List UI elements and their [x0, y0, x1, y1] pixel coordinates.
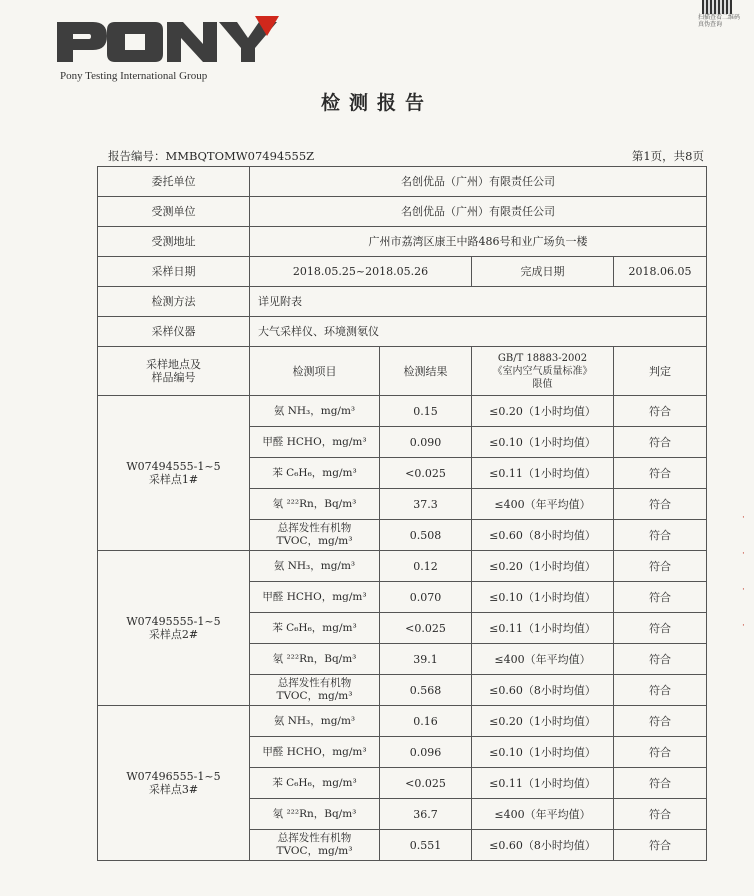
limit-cell: ≤0.11（1小时均值） — [472, 458, 614, 489]
test-item-cell: 氡 ²²²Rn，Bq/m³ — [250, 644, 380, 675]
test-item-cell: 氡 ²²²Rn，Bq/m³ — [250, 489, 380, 520]
edge-stamp-marks: · · · · — [742, 513, 745, 631]
limit-cell: ≤0.20（1小时均值） — [472, 706, 614, 737]
sample-point-label: 采样点1# — [148, 473, 199, 486]
finish-date-label: 完成日期 — [472, 257, 614, 287]
sample-point-cell — [98, 551, 250, 706]
barcode-icon — [702, 0, 732, 14]
verdict-cell: 符合 — [614, 737, 707, 768]
company-subtitle: Pony Testing International Group — [60, 70, 208, 82]
qr-label: 扫描查看二维码 真伪查询 — [698, 14, 741, 28]
col-result-header: 检测结果 — [380, 347, 472, 396]
result-cell: 0.16 — [380, 706, 472, 737]
result-cell: <0.025 — [380, 458, 472, 489]
limit-cell: ≤400（年平均值） — [472, 644, 614, 675]
limit-cell: ≤400（年平均值） — [472, 489, 614, 520]
limit-cell: ≤0.60（8小时均值） — [472, 830, 614, 861]
test-item-cell: 苯 C₆H₆，mg/m³ — [250, 768, 380, 799]
sample-id: W07496555-1~5 — [126, 770, 221, 783]
verdict-cell: 符合 — [614, 489, 707, 520]
verdict-cell: 符合 — [614, 644, 707, 675]
limit-cell: ≤0.10（1小时均值） — [472, 737, 614, 768]
verdict-cell: 符合 — [614, 582, 707, 613]
limit-cell: ≤0.11（1小时均值） — [472, 613, 614, 644]
report-table — [97, 166, 707, 861]
test-item-cell: 甲醛 HCHO，mg/m³ — [250, 582, 380, 613]
limit-cell: ≤0.10（1小时均值） — [472, 582, 614, 613]
verdict-cell: 符合 — [614, 799, 707, 830]
col-location-header: 采样地点及 样品编号 — [98, 347, 250, 396]
finish-date-value: 2018.06.05 — [614, 257, 707, 287]
sample-point-cell — [98, 706, 250, 861]
instrument-value: 大气采样仪、环境测氡仪 — [250, 317, 707, 347]
sample-id: W07494555-1~5 — [126, 460, 221, 473]
result-cell: <0.025 — [380, 613, 472, 644]
verdict-cell: 符合 — [614, 427, 707, 458]
pony-logo — [55, 14, 285, 66]
verdict-cell: 符合 — [614, 551, 707, 582]
test-item-cell: 苯 C₆H₆，mg/m³ — [250, 458, 380, 489]
result-cell: 0.15 — [380, 396, 472, 427]
result-cell: 0.12 — [380, 551, 472, 582]
method-value: 详见附表 — [250, 287, 707, 317]
tested-unit-value: 名创优品（广州）有限责任公司 — [250, 197, 707, 227]
result-cell: 0.090 — [380, 427, 472, 458]
test-item-cell: 苯 C₆H₆，mg/m³ — [250, 613, 380, 644]
method-label: 检测方法 — [98, 287, 250, 317]
result-cell: 0.551 — [380, 830, 472, 861]
sample-point-label: 采样点3# — [148, 783, 199, 796]
result-cell: 36.7 — [380, 799, 472, 830]
sample-date-value: 2018.05.25~2018.05.26 — [250, 257, 472, 287]
table-row — [98, 706, 707, 737]
limit-cell: ≤400（年平均值） — [472, 799, 614, 830]
instrument-label: 采样仪器 — [98, 317, 250, 347]
limit-cell: ≤0.20（1小时均值） — [472, 396, 614, 427]
test-item-cell: 氨 NH₃，mg/m³ — [250, 551, 380, 582]
verdict-cell: 符合 — [614, 768, 707, 799]
result-cell: <0.025 — [380, 768, 472, 799]
result-cell: 0.568 — [380, 675, 472, 706]
test-item-cell: 氨 NH₃，mg/m³ — [250, 706, 380, 737]
test-item-cell: 总挥发性有机物 TVOC，mg/m³ — [250, 520, 380, 551]
test-item-cell: 甲醛 HCHO，mg/m³ — [250, 427, 380, 458]
verdict-cell: 符合 — [614, 458, 707, 489]
limit-cell: ≤0.60（8小时均值） — [472, 675, 614, 706]
verdict-cell: 符合 — [614, 613, 707, 644]
col-verdict-header: 判定 — [614, 347, 707, 396]
address-label: 受测地址 — [98, 227, 250, 257]
verdict-cell: 符合 — [614, 706, 707, 737]
result-cell: 39.1 — [380, 644, 472, 675]
sample-id: W07495555-1~5 — [126, 615, 221, 628]
verdict-cell: 符合 — [614, 675, 707, 706]
client-value: 名创优品（广州）有限责任公司 — [250, 167, 707, 197]
limit-cell: ≤0.10（1小时均值） — [472, 427, 614, 458]
test-item-cell: 氡 ²²²Rn，Bq/m³ — [250, 799, 380, 830]
test-item-cell: 甲醛 HCHO，mg/m³ — [250, 737, 380, 768]
verdict-cell: 符合 — [614, 396, 707, 427]
limit-cell: ≤0.11（1小时均值） — [472, 768, 614, 799]
result-cell: 37.3 — [380, 489, 472, 520]
qr-code-icon — [698, 0, 740, 38]
table-row — [98, 396, 707, 427]
result-cell: 0.508 — [380, 520, 472, 551]
verdict-cell: 符合 — [614, 830, 707, 861]
client-label: 委托单位 — [98, 167, 250, 197]
limit-cell: ≤0.20（1小时均值） — [472, 551, 614, 582]
sample-point-label: 采样点2# — [148, 628, 199, 641]
table-row — [98, 551, 707, 582]
report-number: 报告编号：MMBQTOMW07494555Z — [108, 149, 315, 163]
sample-point-cell — [98, 396, 250, 551]
page-number: 第1页，共8页 — [631, 149, 704, 163]
limit-cell: ≤0.60（8小时均值） — [472, 520, 614, 551]
address-value: 广州市荔湾区康王中路486号和业广场负一楼 — [250, 227, 707, 257]
col-item-header: 检测项目 — [250, 347, 380, 396]
result-cell: 0.070 — [380, 582, 472, 613]
result-cell: 0.096 — [380, 737, 472, 768]
report-title: 检测报告 — [320, 92, 433, 114]
test-item-cell: 氨 NH₃，mg/m³ — [250, 396, 380, 427]
test-item-cell: 总挥发性有机物 TVOC，mg/m³ — [250, 830, 380, 861]
col-standard-header: GB/T 18883-2002 《室内空气质量标准》 限值 — [472, 347, 614, 396]
tested-unit-label: 受测单位 — [98, 197, 250, 227]
sample-date-label: 采样日期 — [98, 257, 250, 287]
verdict-cell: 符合 — [614, 520, 707, 551]
test-item-cell: 总挥发性有机物 TVOC，mg/m³ — [250, 675, 380, 706]
